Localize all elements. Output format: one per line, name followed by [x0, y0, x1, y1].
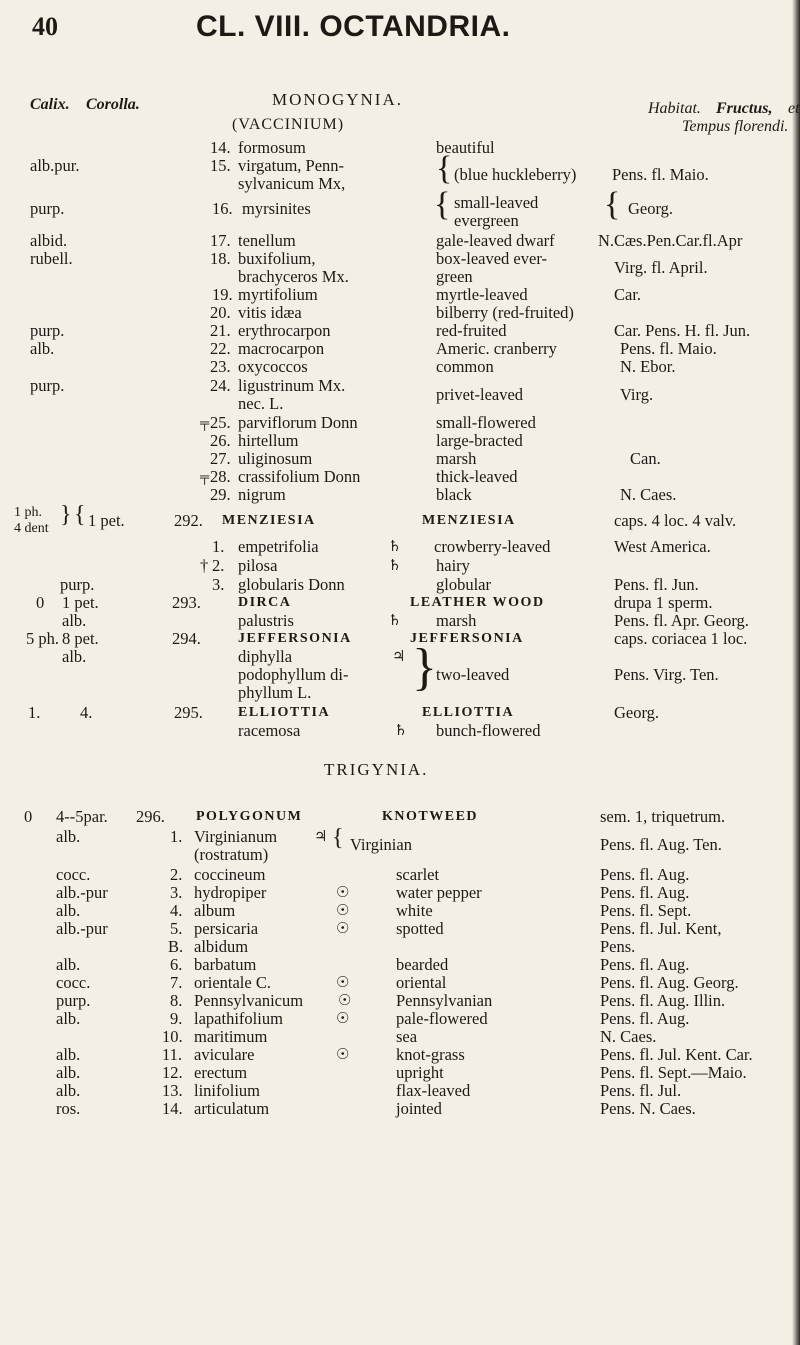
habitat: Virg. fl. April. [614, 258, 708, 277]
genus-name: MENZIESIA [222, 513, 316, 528]
flower-color: purp. [30, 321, 65, 340]
species-name: diphylla [238, 647, 293, 666]
genus-row-polygonum [0, 806, 800, 828]
brace-icon: { [434, 186, 451, 223]
habitat: Pens. fl. Jun. [614, 575, 699, 594]
shrub-symbol-icon: ♄ [388, 539, 402, 555]
species-name: oxycoccos [238, 357, 308, 376]
habitat: Pens. fl. Maio. [612, 165, 709, 184]
flower-color: purp. [56, 991, 91, 1010]
species-name: Virginianum [194, 827, 278, 846]
species-name: hydropiper [194, 883, 267, 902]
flower-color: alb. [56, 827, 81, 846]
common-name: oriental [396, 973, 447, 992]
species-number: 10. [162, 1027, 183, 1046]
fructus: Georg. [614, 703, 660, 722]
species-name: erythrocarpon [238, 321, 331, 340]
species-number: 25. [210, 413, 231, 432]
common-name: spotted [396, 919, 444, 938]
flower-color: cocc. [56, 865, 91, 884]
common-name: large-bracted [436, 431, 523, 450]
species-number: 12. [162, 1063, 183, 1082]
brace-icon: { [436, 150, 453, 187]
flower-color: purp. [60, 575, 95, 594]
species-number: 20. [210, 303, 231, 322]
species-number: 13. [162, 1081, 183, 1100]
genus-common-name: LEATHER WOOD [410, 595, 545, 610]
habitat: Pens. [600, 937, 636, 956]
common-name: Americ. cranberry [436, 339, 557, 358]
table-row [0, 173, 800, 195]
species-name: pilosa [238, 556, 278, 575]
common-name: thick-leaved [436, 467, 518, 486]
common-name: gale-leaved dwarf [436, 231, 555, 250]
genus-common-name: ELLIOTTIA [422, 705, 515, 720]
flower-color: alb. [56, 1081, 81, 1100]
habitat: Pens. fl. Aug. [600, 955, 690, 974]
habitat: Pens. fl. Jul. Kent, [600, 919, 722, 938]
habitat: Pens. fl. Apr. Georg. [614, 611, 749, 630]
species-number: 9. [170, 1009, 183, 1028]
flower-color: cocc. [56, 973, 91, 992]
species-name: articulatum [194, 1099, 270, 1118]
species-number: 3. [212, 575, 225, 594]
genus-name: POLYGONUM [196, 809, 303, 824]
habitat: Pens. fl. Jul. Kent. Car. [600, 1045, 753, 1064]
table-row [0, 844, 800, 866]
flower-color: rubell. [30, 249, 73, 268]
species-name: aviculare [194, 1045, 255, 1064]
brace-icon: { [332, 825, 344, 851]
common-name-cont: evergreen [454, 211, 519, 230]
brace-icon: { [604, 186, 621, 223]
habitat: Pens. fl. Maio. [620, 339, 717, 358]
annual-symbol-icon: ☉ [336, 885, 350, 901]
habitat: Can. [630, 449, 661, 468]
species-number: 26. [210, 431, 231, 450]
species-number: 2. [170, 865, 183, 884]
common-name: red-fruited [436, 321, 507, 340]
species-number: 16. [212, 199, 233, 218]
species-name: albidum [194, 937, 249, 956]
brace-icon: } [412, 639, 437, 696]
calix-cont: 4 dent [14, 521, 49, 536]
running-head: CL. VIII. OCTANDRIA. [196, 10, 511, 43]
habitat: N. Caes. [600, 1027, 657, 1046]
species-name-cont: phyllum L. [238, 683, 312, 702]
genus-number: 292. [174, 511, 203, 530]
calix: 1. [28, 703, 41, 722]
species-number: 3. [170, 883, 183, 902]
genus-number: 296. [136, 807, 165, 826]
genus-number: 294. [172, 629, 201, 648]
habitat: Pens. fl. Aug. [600, 1009, 690, 1028]
annual-symbol-icon: ☉ [338, 993, 352, 1009]
shrub-symbol-icon: ♄ [388, 613, 402, 629]
common-name: privet-leaved [436, 385, 524, 404]
common-name: pale-flowered [396, 1009, 488, 1028]
fructus: sem. 1, triquetrum. [600, 807, 726, 826]
habitat: Pens. fl. Jul. [600, 1081, 682, 1100]
species-number: 1. [170, 827, 183, 846]
table-row [0, 1098, 800, 1120]
common-name: myrtle-leaved [436, 285, 528, 304]
column-head-fructus: Fructus, [716, 100, 773, 117]
species-number: 21. [210, 321, 231, 340]
flower-color: alb. [56, 1009, 81, 1028]
column-head-habitat: Habitat. [648, 100, 701, 117]
species-name: palustris [238, 611, 294, 630]
habitat: West America. [614, 537, 711, 556]
perennial-symbol-icon: ♃ [392, 649, 406, 665]
dagger-icon: † [200, 556, 209, 575]
common-name: knot-grass [396, 1045, 465, 1064]
fructus: drupa 1 sperm. [614, 593, 713, 612]
species-name-cont: sylvanicum Mx, [238, 174, 346, 193]
flower-color: alb. [56, 901, 81, 920]
genus-row-menziesia [0, 502, 800, 536]
cross-mark-icon: ╤ [200, 415, 210, 430]
common-name: bilberry (red-fruited) [436, 303, 574, 322]
page-number: 40 [32, 12, 58, 41]
genus-name: ELLIOTTIA [238, 705, 331, 720]
flower-color: alb.-pur [56, 883, 108, 902]
species-name-cont: (rostratum) [194, 845, 269, 864]
shrub-symbol-icon: ♄ [388, 558, 402, 574]
species-name: persicaria [194, 919, 259, 938]
common-name: small-leaved [454, 193, 539, 212]
species-name: globularis Donn [238, 575, 345, 594]
section-trigynia: TRIGYNIA. [324, 760, 429, 779]
species-number: 5. [170, 919, 183, 938]
brace-icon: { [74, 502, 86, 528]
species-number: 17. [210, 231, 231, 250]
species-name-cont: podophyllum di- [238, 665, 349, 684]
annual-symbol-icon: ☉ [336, 903, 350, 919]
genus-vaccinium: (VACCINIUM) [232, 116, 345, 133]
flower-color: alb. [56, 1045, 81, 1064]
habitat: Pens. N. Caes. [600, 1099, 696, 1118]
annual-symbol-icon: ☉ [336, 921, 350, 937]
flower-color: purp. [30, 376, 65, 395]
habitat: N.Cæs.Pen.Car.fl.Apr [598, 231, 743, 250]
habitat: Pens. fl. Aug. [600, 865, 690, 884]
common-name: flax-leaved [396, 1081, 471, 1100]
species-name: album [194, 901, 236, 920]
common-name: beautiful [436, 138, 495, 157]
fructus: caps. coriacea 1 loc. [614, 629, 748, 648]
species-name: formosum [238, 138, 306, 157]
habitat: Pens. fl. Aug. [600, 883, 690, 902]
species-name: erectum [194, 1063, 248, 1082]
genus-number: 293. [172, 593, 201, 612]
species-name: racemosa [238, 721, 301, 740]
species-name: Pennsylvanicum [194, 991, 304, 1010]
flower-color: purp. [30, 199, 65, 218]
column-head-calix: Calix. [30, 96, 70, 113]
species-number: 8. [170, 991, 183, 1010]
common-name: Pennsylvanian [396, 991, 493, 1010]
species-number: B. [168, 937, 184, 956]
species-name: linifolium [194, 1081, 260, 1100]
species-number: 14. [210, 138, 231, 157]
species-number: 4. [170, 901, 183, 920]
species-name: empetrifolia [238, 537, 319, 556]
species-number: 15. [210, 156, 231, 175]
corolla: 8 pet. [62, 629, 99, 648]
habitat: Pens. fl. Aug. Illin. [600, 991, 726, 1010]
species-name: myrsinites [242, 199, 311, 218]
flower-color: alb. [56, 1063, 81, 1082]
common-name: jointed [396, 1099, 442, 1118]
species-name: nigrum [238, 485, 286, 504]
flower-color: alb. [56, 955, 81, 974]
common-name: sea [396, 1027, 418, 1046]
cross-mark-icon: ╤ [200, 469, 210, 484]
habitat: N. Caes. [620, 485, 677, 504]
species-name: ligustrinum Mx. [238, 376, 346, 395]
species-number: 19. [212, 285, 233, 304]
species-number: 14. [162, 1099, 183, 1118]
common-name: globular [436, 575, 491, 594]
species-name: lapathifolium [194, 1009, 283, 1028]
species-name: orientale C. [194, 973, 271, 992]
flower-color: alb. [62, 647, 87, 666]
annual-symbol-icon: ☉ [336, 1011, 350, 1027]
species-number: 2. [212, 556, 225, 575]
common-name: marsh [436, 611, 477, 630]
genus-common-name: KNOTWEED [382, 809, 479, 824]
species-number: 27. [210, 449, 231, 468]
common-name: small-flowered [436, 413, 536, 432]
common-name: Virginian [350, 835, 412, 854]
corolla: 1 pet. [62, 593, 99, 612]
species-number: 23. [210, 357, 231, 376]
genus-number: 295. [174, 703, 203, 722]
genus-name: DIRCA [238, 595, 292, 610]
habitat: Pens. fl. Sept.—Maio. [600, 1063, 747, 1082]
table-row [0, 682, 800, 704]
column-head-corolla: Corolla. [86, 96, 140, 113]
habitat: Pens. fl. Aug. Georg. [600, 973, 739, 992]
genus-name: JEFFERSONIA [238, 631, 352, 646]
flower-color: albid. [30, 231, 68, 250]
section-monogynia: MONOGYNIA. [272, 90, 403, 109]
species-name-cont: brachyceros Mx. [238, 267, 349, 286]
corolla: 4--5par. [56, 807, 108, 826]
species-name: tenellum [238, 231, 296, 250]
species-name: myrtifolium [238, 285, 318, 304]
common-name: water pepper [396, 883, 482, 902]
species-name: vitis idæa [238, 303, 302, 322]
genus-common-name: MENZIESIA [422, 513, 516, 528]
table-row [0, 720, 800, 742]
column-head-et: et [788, 100, 800, 117]
habitat: Georg. [628, 199, 674, 218]
annual-symbol-icon: ☉ [336, 1047, 350, 1063]
flower-color: ros. [56, 1099, 81, 1118]
calix: 5 ph. [26, 629, 59, 648]
species-number: 11. [162, 1045, 183, 1064]
common-name: black [436, 485, 472, 504]
species-name-cont: nec. L. [238, 394, 284, 413]
calix: 1 ph. [14, 505, 42, 520]
species-number: 29. [210, 485, 231, 504]
common-name: bunch-flowered [436, 721, 541, 740]
table-row [0, 484, 800, 506]
habitat: N. Ebor. [620, 357, 676, 376]
common-name: marsh [436, 449, 477, 468]
flower-color: alb.-pur [56, 919, 108, 938]
species-number: 24. [210, 376, 231, 395]
species-name: maritimum [194, 1027, 268, 1046]
common-name: hairy [436, 556, 470, 575]
common-name: bearded [396, 955, 449, 974]
table-row [0, 193, 800, 230]
species-name: crassifolium Donn [238, 467, 361, 486]
genus-common-name: JEFFERSONIA [410, 631, 524, 646]
species-name: uliginosum [238, 449, 313, 468]
flower-color: alb.pur. [30, 156, 80, 175]
annual-symbol-icon: ☉ [336, 975, 350, 991]
species-name: buxifolium, [238, 249, 316, 268]
species-name: parviflorum Donn [238, 413, 358, 432]
common-name: upright [396, 1063, 444, 1082]
species-number: 22. [210, 339, 231, 358]
habitat: Car. Pens. H. fl. Jun. [614, 321, 751, 340]
calix: 0 [24, 807, 33, 826]
corolla: 1 pet. [88, 511, 125, 530]
species-number: 28. [210, 467, 231, 486]
flower-color: alb. [62, 611, 87, 630]
common-name: white [396, 901, 433, 920]
fructus: caps. 4 loc. 4 valv. [614, 511, 737, 530]
column-head-tempus: Tempus florendi. [682, 118, 789, 135]
common-name: box-leaved ever- [436, 249, 547, 268]
species-number: 1. [212, 537, 225, 556]
habitat: Car. [614, 285, 642, 304]
corolla: 4. [80, 703, 93, 722]
species-name: hirtellum [238, 431, 299, 450]
flower-color: alb. [30, 339, 55, 358]
common-name: two-leaved [436, 665, 510, 684]
common-name: common [436, 357, 494, 376]
species-name: macrocarpon [238, 339, 325, 358]
common-name: scarlet [396, 865, 440, 884]
shrub-symbol-icon: ♄ [394, 723, 408, 739]
species-name: virgatum, Penn- [238, 156, 345, 175]
species-name: barbatum [194, 955, 257, 974]
species-name: coccineum [194, 865, 266, 884]
species-number: 6. [170, 955, 183, 974]
perennial-symbol-icon: ♃ [314, 829, 328, 845]
habitat: Pens. fl. Sept. [600, 901, 692, 920]
calix: 0 [36, 593, 45, 612]
common-name-cont: green [436, 267, 473, 286]
common-name: crowberry-leaved [434, 537, 551, 556]
species-number: 18. [210, 249, 231, 268]
habitat: Pens. Virg. Ten. [614, 665, 719, 684]
habitat: Pens. fl. Aug. Ten. [600, 835, 722, 854]
brace-icon: } [60, 502, 72, 528]
habitat: Virg. [620, 385, 654, 404]
common-name: (blue huckleberry) [454, 165, 577, 184]
species-number: 7. [170, 973, 183, 992]
